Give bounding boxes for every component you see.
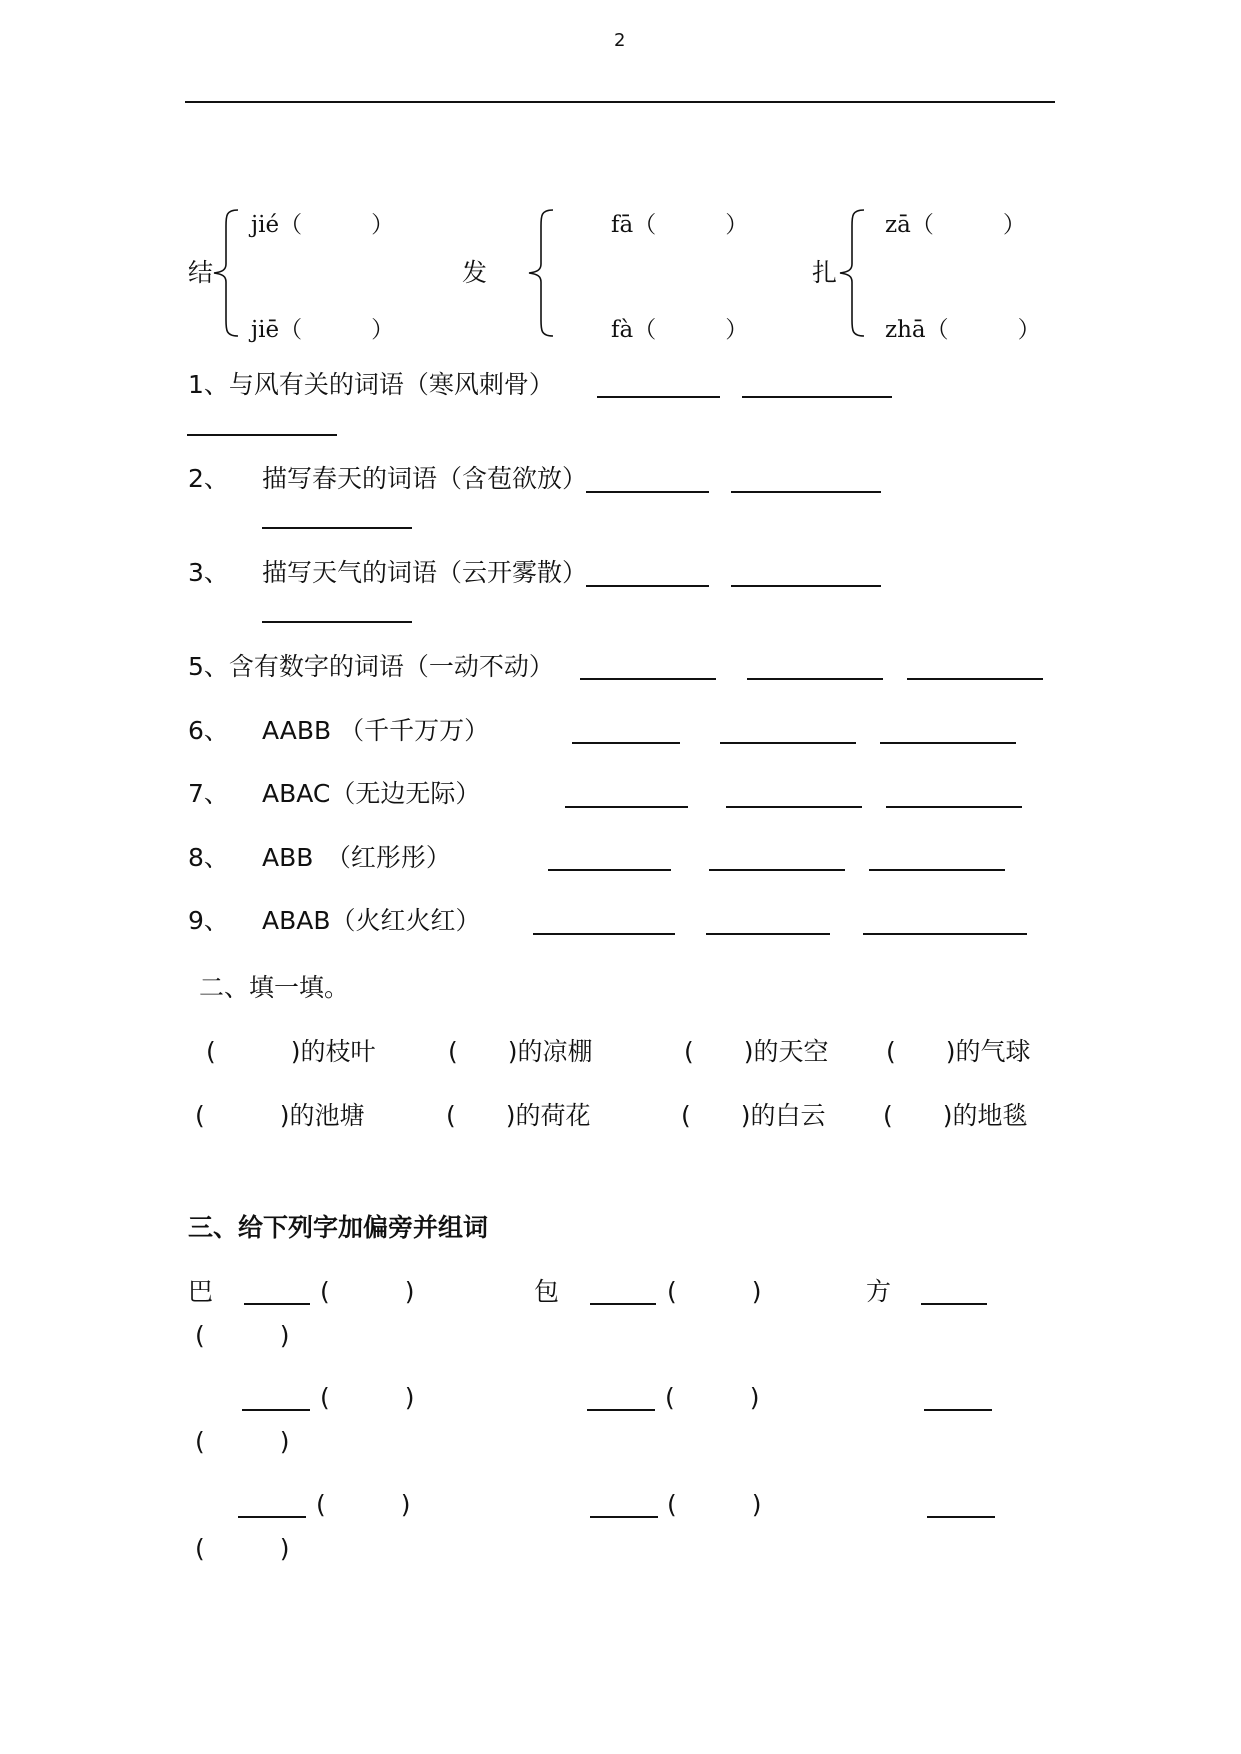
word-paren: ( ): [195, 1427, 290, 1456]
answer-blank[interactable]: [533, 933, 675, 935]
word-paren: ( ): [320, 1383, 415, 1412]
answer-blank[interactable]: [709, 869, 845, 871]
item-8-text: ABB （红彤彤）: [262, 843, 451, 872]
answer-blank[interactable]: [187, 434, 337, 436]
answer-blank[interactable]: [907, 678, 1043, 680]
answer-blank[interactable]: [586, 491, 709, 493]
fill-item: ( )的荷花: [446, 1101, 591, 1130]
radical-blank[interactable]: [921, 1303, 987, 1305]
radical-blank[interactable]: [590, 1516, 658, 1518]
fill-item: ( )的枝叶: [206, 1037, 376, 1066]
answer-blank[interactable]: [731, 491, 881, 493]
item-number: 5、: [188, 652, 229, 681]
radical-blank[interactable]: [590, 1303, 656, 1305]
item-9-number: 9、: [188, 906, 229, 935]
answer-blank[interactable]: [262, 621, 412, 623]
reading-jie-2: jié（ ）: [251, 212, 395, 238]
item-3-number: 3、: [188, 558, 229, 587]
item-text: 与风有关的词语（寒风刺骨）: [228, 370, 554, 399]
fill-item: ( )的池塘: [195, 1101, 365, 1130]
answer-blank[interactable]: [731, 585, 881, 587]
reading-jie-1: jiē（ ）: [251, 317, 395, 343]
word-paren: ( ): [316, 1490, 411, 1519]
radical-blank[interactable]: [924, 1409, 992, 1411]
item-6-number: 6、: [188, 716, 229, 745]
word-paren: ( ): [320, 1277, 415, 1306]
fill-item: ( )的凉棚: [448, 1037, 593, 1066]
base-char-bao: 包: [534, 1277, 560, 1306]
answer-blank[interactable]: [580, 678, 716, 680]
polyphone-char-jie: 结: [188, 258, 214, 287]
reading-za-1: zā（ ）: [885, 212, 1026, 238]
reading-fa-1: fā（ ）: [611, 212, 749, 238]
section-2-title: 二、填一填。: [199, 973, 350, 1002]
fill-item: ( )的白云: [681, 1101, 826, 1130]
polyphone-char-fa: 发: [462, 258, 488, 287]
item-7-number: 7、: [188, 779, 229, 808]
answer-blank[interactable]: [726, 806, 862, 808]
word-paren: ( ): [195, 1534, 290, 1563]
answer-blank[interactable]: [565, 806, 688, 808]
radical-blank[interactable]: [927, 1516, 995, 1518]
word-paren: ( ): [667, 1490, 762, 1519]
page-number: 2: [614, 30, 626, 51]
reading-zha-1: zhā（ ）: [885, 317, 1041, 343]
answer-blank[interactable]: [597, 396, 720, 398]
answer-blank[interactable]: [720, 742, 856, 744]
answer-blank[interactable]: [706, 933, 830, 935]
answer-blank[interactable]: [548, 869, 671, 871]
item-text: 含有数字的词语（一动不动）: [228, 652, 554, 681]
base-char-fang: 方: [866, 1277, 892, 1306]
answer-blank[interactable]: [880, 742, 1016, 744]
answer-blank[interactable]: [869, 869, 1005, 871]
item-9-text: ABAB（火红火红）: [262, 906, 481, 935]
section-3-title: 三、给下列字加偏旁并组词: [188, 1213, 489, 1242]
item-7-text: ABAC（无边无际）: [262, 779, 481, 808]
answer-blank[interactable]: [747, 678, 883, 680]
item-1: [188, 370, 554, 400]
item-6-text: AABB （千千万万）: [262, 716, 490, 745]
fill-item: ( )的天空: [684, 1037, 829, 1066]
reading-fa-4: fà（ ）: [611, 317, 749, 343]
word-paren: ( ): [667, 1277, 762, 1306]
word-paren: ( ): [665, 1383, 760, 1412]
item-3-text: 描写天气的词语（云开雾散）: [262, 558, 588, 587]
radical-blank[interactable]: [242, 1409, 310, 1411]
brace-fa: [527, 208, 557, 338]
fill-item: ( )的气球: [886, 1037, 1031, 1066]
item-number: 1、: [188, 370, 229, 399]
header-rule: [185, 101, 1055, 103]
answer-blank[interactable]: [886, 806, 1022, 808]
item-2-number: 2、: [188, 464, 229, 493]
item-5: [188, 652, 554, 682]
radical-blank[interactable]: [244, 1303, 310, 1305]
answer-blank[interactable]: [262, 527, 412, 529]
polyphone-char-zha: 扎: [812, 258, 838, 287]
answer-blank[interactable]: [742, 396, 892, 398]
item-8-number: 8、: [188, 843, 229, 872]
base-char-ba: 巴: [188, 1277, 214, 1306]
item-2-text: 描写春天的词语（含苞欲放）: [262, 464, 588, 493]
brace-zha: [838, 208, 868, 338]
radical-blank[interactable]: [587, 1409, 655, 1411]
brace-jie: [212, 208, 242, 338]
answer-blank[interactable]: [863, 933, 1027, 935]
word-paren: ( ): [195, 1321, 290, 1350]
answer-blank[interactable]: [572, 742, 680, 744]
radical-blank[interactable]: [238, 1516, 306, 1518]
fill-item: ( )的地毯: [883, 1101, 1028, 1130]
answer-blank[interactable]: [586, 585, 709, 587]
